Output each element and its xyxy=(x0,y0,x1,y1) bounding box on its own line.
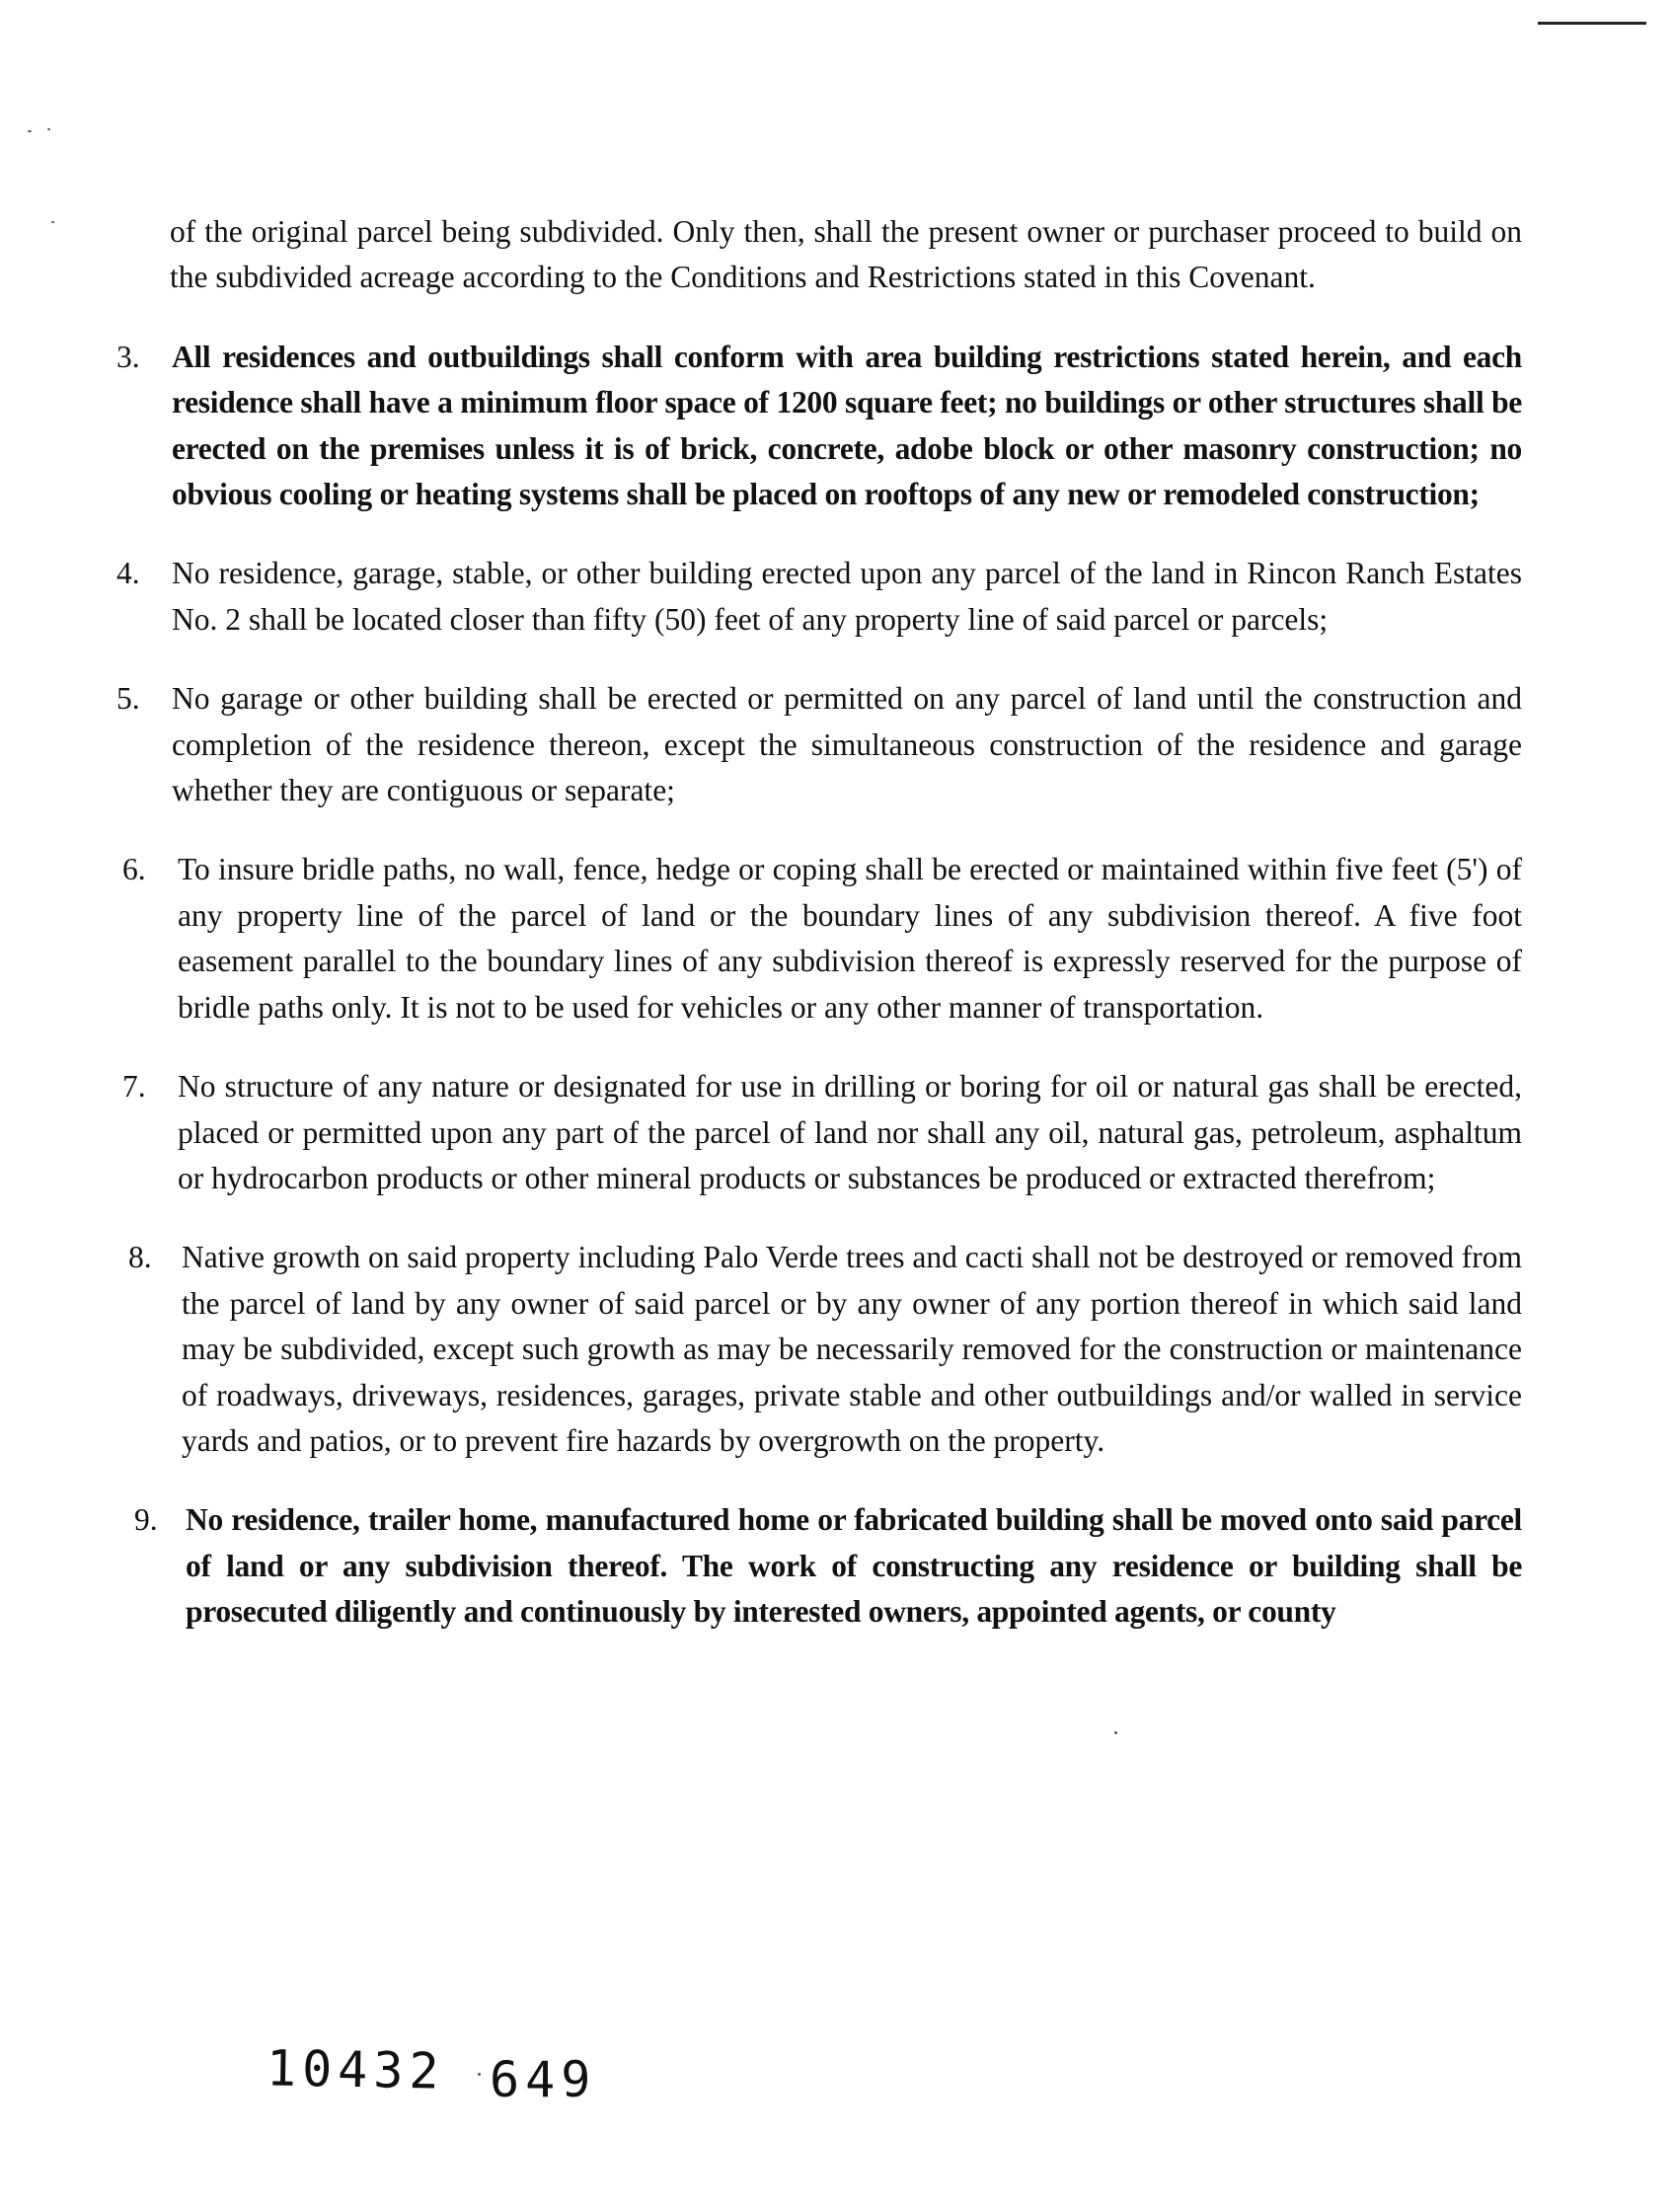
item-number: 7. xyxy=(122,1069,146,1105)
item-number: 8. xyxy=(128,1240,152,1275)
covenant-item-9 xyxy=(116,1497,1522,1635)
item-text: No garage or other building shall be erected or permitted on any parcel of land until the construction and completion of the residence thereon, except the simultaneous construction of the residence and garage whether they are contiguous or separate; xyxy=(172,681,1522,808)
covenant-item-3 xyxy=(116,335,1522,518)
scan-speck xyxy=(478,2073,481,2076)
item-number: 4. xyxy=(116,556,140,591)
scan-speck xyxy=(28,130,32,132)
book-number: 10432 xyxy=(266,2039,446,2100)
item-number: 9. xyxy=(134,1502,158,1538)
covenant-item-6 xyxy=(116,847,1522,1030)
covenant-item-4 xyxy=(116,551,1522,643)
intro-paragraph: of the original parcel being subdivided. Only then, shall the present owner or purchaser proceed to build on the subdivided acreage according to the Conditions and Restrictions stated in this Covenant. xyxy=(170,214,1522,295)
item-number: 6. xyxy=(122,852,146,887)
scan-speck xyxy=(47,128,50,130)
covenant-item-8 xyxy=(116,1235,1522,1464)
item-number: 5. xyxy=(116,681,140,717)
page-number: 649 xyxy=(490,2051,597,2108)
item-text: All residences and outbuildings shall conform with area building restrictions stated herein, and each residence shall have a minimum floor space of 1200 square feet; no buildings or other structures shall be erected on the premises unless it is of brick, concrete, adobe block or other masonry construction; no obvious cooling or heating systems shall be placed on rooftops of any new or remodeled construction; xyxy=(172,339,1522,512)
item-text: To insure bridle paths, no wall, fence, hedge or coping shall be erected or maintained within five feet (5') of any property line of the parcel of land or the boundary lines of any subdivision thereof. A five foot easement parallel to the boundary lines of any subdivision thereof is expressly reserved for the purpose of bridle paths only. It is not to be used for vehicles or any other manner of transportation. xyxy=(178,852,1522,1025)
scan-speck xyxy=(1114,1731,1117,1734)
item-text: No structure of any nature or designated for use in drilling or boring for oil or natural gas shall be erected, placed or permitted upon any part of the parcel of land nor shall any oil, natural gas, petroleum, asphaltum or hydrocarbon products or other mineral products or substances be produced or extracted therefrom; xyxy=(178,1069,1522,1195)
covenant-item-7 xyxy=(116,1064,1522,1201)
corner-scan-mark xyxy=(1538,22,1646,25)
covenant-item-5 xyxy=(116,676,1522,813)
scan-speck xyxy=(51,221,54,223)
item-text: Native growth on said property including Palo Verde trees and cacti shall not be destroyed or removed from the parcel of land by any owner of said parcel or by any owner of any portion thereof in which said land may be subdivided, except such growth as may be necessarily removed for the construction or maintenance of roadways, driveways, residences, garages, private stable and other outbuildings and/or walled in service yards and patios, or to prevent fire hazards by overgrowth on the property. xyxy=(182,1240,1522,1458)
covenant-body xyxy=(116,209,1522,1669)
item-text: No residence, trailer home, manufactured home or fabricated building shall be moved onto said parcel of land or any subdivision thereof. The work of constructing any residence or building shall be prosecuted diligently and continuously by interested owners, appointed agents, or county xyxy=(186,1502,1522,1630)
item-number: 3. xyxy=(116,339,140,374)
item-text: No residence, garage, stable, or other building erected upon any parcel of the land in Rincon Ranch Estates No. 2 shall be located closer than fifty (50) feet of any property line of said parcel or parcels; xyxy=(172,556,1522,637)
